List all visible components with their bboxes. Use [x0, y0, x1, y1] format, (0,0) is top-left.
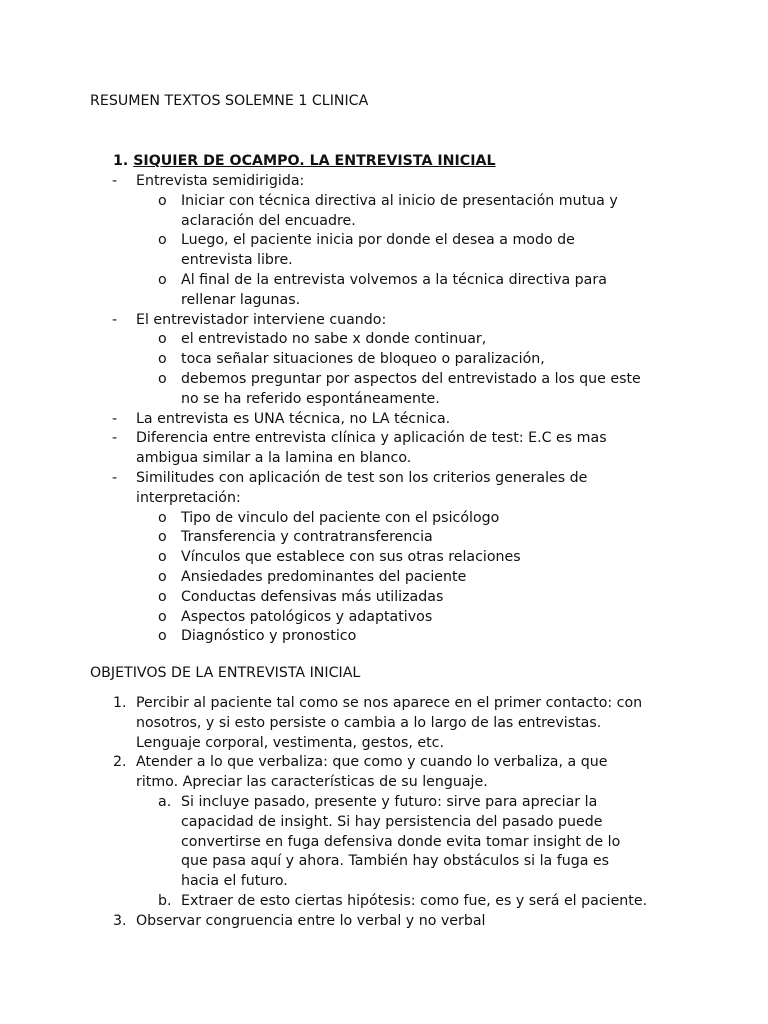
subitem-text: entrevista libre. [181, 252, 293, 269]
circle-bullet-marker: o [158, 529, 167, 546]
bullet-text: interpretación: [136, 489, 241, 506]
bullet-text: Diferencia entre entrevista clínica y aplicación de test: E.C es mas [136, 430, 607, 447]
lettered-item-text: Si incluye pasado, presente y futuro: sirve para apreciar la [181, 794, 598, 810]
subitem-text: rellenar lagunas. [181, 291, 301, 308]
numbered-item-text: Lenguaje corporal, vestimenta, gestos, etc. [136, 734, 444, 751]
lettered-item-text: hacia el futuro. [181, 873, 288, 890]
bullet-text: Similitudes con aplicación de test son los criterios generales de [136, 470, 588, 486]
circle-bullet-marker: o [158, 569, 167, 585]
section-1-heading [113, 151, 496, 171]
bullet-text: Entrevista semidirigida: [136, 173, 305, 189]
subitem-text: debemos preguntar por aspectos del entrevistado a los que este [181, 371, 641, 387]
circle-bullet-marker: o [158, 192, 167, 209]
circle-bullet-marker: o [158, 549, 167, 566]
numbered-item-text: ritmo. Apreciar las características de su lenguaje. [136, 774, 488, 791]
circle-bullet-marker: o [158, 272, 167, 288]
bullet-text: La entrevista es UNA técnica, no LA técnica. [136, 410, 451, 427]
subitem-text: Diagnóstico y pronostico [181, 628, 357, 645]
dash-bullet-marker: - [112, 410, 118, 427]
numbered-item-text: Percibir al paciente tal como se nos aparece en el primer contacto: con [136, 695, 643, 711]
numbered-item-marker: 2. [113, 754, 127, 771]
circle-bullet-marker: o [158, 331, 167, 348]
lettered-item-text: convertirse en fuga defensiva donde evita tomar insight de lo [181, 833, 621, 850]
section-1-title: SIQUIER DE OCAMPO. LA ENTREVISTA INICIAL [133, 153, 496, 169]
bullet-text: El entrevistador interviene cuando: [136, 311, 387, 328]
lettered-item-marker: b. [158, 893, 172, 909]
dash-bullet-marker: - [112, 173, 118, 189]
circle-bullet-marker: o [158, 371, 167, 387]
circle-bullet-marker: o [158, 509, 167, 526]
subitem-text: aclaración del encuadre. [181, 212, 356, 229]
circle-bullet-marker: o [158, 628, 167, 645]
subitem-text: no se ha referido espontáneamente. [181, 390, 440, 407]
lettered-item-text: Extraer de esto ciertas hipótesis: como fue, es y será el paciente. [181, 893, 648, 909]
numbered-item-marker: 1. [113, 695, 127, 711]
subitem-text: Aspectos patológicos y adaptativos [181, 608, 433, 625]
numbered-item-text: Observar congruencia entre lo verbal y no verbal [136, 912, 486, 929]
subitem-text: Al final de la entrevista volvemos a la técnica directiva para [181, 272, 607, 288]
circle-bullet-marker: o [158, 232, 167, 249]
subitem-text: Iniciar con técnica directiva al inicio de presentación mutua y [181, 192, 618, 209]
dash-bullet-marker: - [112, 311, 118, 328]
circle-bullet-marker: o [158, 608, 167, 625]
subitem-text: Ansiedades predominantes del paciente [181, 569, 467, 585]
dash-bullet-marker: - [112, 430, 118, 447]
numbered-item-marker: 3. [113, 912, 127, 929]
numbered-item-text: nosotros, y si esto persiste o cambia a lo largo de las entrevistas. [136, 714, 602, 731]
subitem-text: Transferencia y contratransferencia [181, 529, 433, 546]
subitem-text: toca señalar situaciones de bloqueo o paralización, [181, 351, 545, 368]
circle-bullet-marker: o [158, 351, 167, 368]
subitem-text: Vínculos que establece con sus otras relaciones [181, 549, 521, 566]
subitem-text: Conductas defensivas más utilizadas [181, 588, 444, 605]
bullet-text: ambigua similar a la lamina en blanco. [136, 450, 412, 467]
section-1-number: 1. [113, 153, 129, 169]
lettered-item-text: capacidad de insight. Si hay persistencia del pasado puede [181, 813, 603, 830]
dash-bullet-marker: - [112, 470, 118, 486]
numbered-item-text: Atender a lo que verbaliza: que como y cuando lo verbaliza, a que [136, 754, 608, 771]
subitem-text: el entrevistado no sabe x donde continuar, [181, 331, 487, 348]
section-2-heading: OBJETIVOS DE LA ENTREVISTA INICIAL [90, 665, 361, 681]
circle-bullet-marker: o [158, 588, 167, 605]
subitem-text: Luego, el paciente inicia por donde el desea a modo de [181, 232, 575, 249]
subitem-text: Tipo de vinculo del paciente con el psicólogo [181, 509, 500, 526]
lettered-item-text: que pasa aquí y ahora. También hay obstáculos si la fuga es [181, 853, 610, 870]
document-title: RESUMEN TEXTOS SOLEMNE 1 CLINICA [90, 93, 369, 109]
lettered-item-marker: a. [158, 794, 172, 810]
